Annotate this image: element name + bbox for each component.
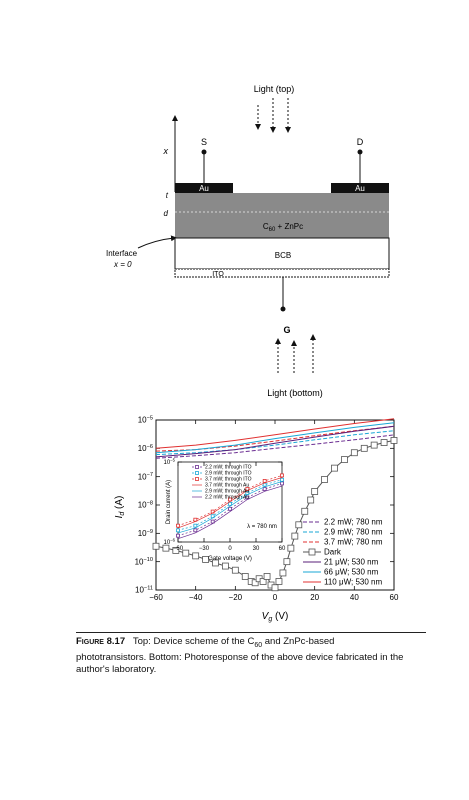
inset-legend-label: 3.7 mW; through ITO <box>205 476 252 483</box>
caption-rule <box>76 632 426 633</box>
main-y-tick-label: $10^{-6}$ <box>137 443 153 453</box>
main-point <box>391 437 397 443</box>
main-point <box>371 442 377 448</box>
inset-point <box>177 524 180 527</box>
caption-text-1: Top: Device scheme of the C <box>132 636 255 647</box>
inset-point <box>229 507 232 510</box>
inset-point <box>263 487 266 490</box>
main-legend-label: 2.9 mW; 780 nm <box>324 527 383 537</box>
main-x-tick-label: −60 <box>149 593 163 602</box>
main-point <box>276 578 282 584</box>
inset-x-tick-label: 30 <box>252 546 260 552</box>
main-point <box>361 445 367 451</box>
main-legend-label: Dark <box>324 547 341 557</box>
light-top-arrows <box>258 98 288 130</box>
main-point <box>284 559 290 565</box>
main-y-tick-label: $10^{-10}$ <box>134 557 153 567</box>
inset-legend-marker <box>196 472 199 475</box>
inset-point <box>194 529 197 532</box>
main-y-axis-label: $I_d$ (A) <box>114 495 126 519</box>
main-point <box>153 543 159 549</box>
inset-x-tick-labels <box>173 546 286 552</box>
light-bottom-arrows <box>278 337 313 373</box>
inset-x-tick-label: 60 <box>278 546 286 552</box>
substrate-layer <box>175 269 389 277</box>
caption-text-2: and ZnPc-based phototransistors. Bottom: Photoresponse of the above device fabricated in the author's laboratory. <box>76 636 404 675</box>
inset-legend-label: 2.2 mW; through ITO <box>205 464 252 471</box>
inset-legend-label: 3.7 mW; through Au <box>205 482 250 489</box>
inset-legend-marker <box>196 478 199 481</box>
main-point <box>308 497 314 503</box>
inset-point <box>263 479 266 482</box>
device-scheme <box>106 84 389 398</box>
inset-point <box>194 524 197 527</box>
light-top-label: Light (top) <box>253 84 295 94</box>
main-point <box>272 585 278 591</box>
drain-contact <box>358 150 363 155</box>
main-legend-marker <box>309 549 315 555</box>
main-x-tick-labels <box>149 593 399 602</box>
main-x-axis-label: $V_g$ (V) <box>261 611 289 623</box>
inset-point <box>263 483 266 486</box>
caption-sub: 60 <box>254 641 263 649</box>
main-point <box>264 573 270 579</box>
inset-point <box>281 474 284 477</box>
main-x-tick-label: 60 <box>389 593 399 602</box>
inset-chart <box>164 458 286 562</box>
inset-legend-marker <box>196 466 199 469</box>
main-point <box>302 508 308 514</box>
main-series-5 <box>156 423 394 453</box>
main-point <box>381 440 387 446</box>
inset-x-tick-label: 0 <box>228 546 232 552</box>
inset-point <box>281 478 284 481</box>
main-y-tick-label: $10^{-5}$ <box>137 415 153 425</box>
main-y-tick-label: $10^{-7}$ <box>137 472 153 482</box>
caption-label: Figure 8.17 <box>76 636 126 647</box>
figure-caption <box>76 636 406 676</box>
main-y-tick-labels <box>135 415 153 594</box>
main-point <box>288 545 294 551</box>
interface-label: Interface <box>106 249 138 258</box>
main-point <box>292 533 298 539</box>
main-point <box>183 550 189 556</box>
inset-legend-label: 2.9 mW; through ITO <box>205 470 252 477</box>
inset-y-tick-label: $10^{-5}$ <box>163 457 175 466</box>
inset-y-axis-label: Drain current (A) <box>166 479 172 525</box>
electrode-left-label: Au <box>199 184 209 193</box>
inset-point <box>281 482 284 485</box>
substrate-label: ITO <box>212 271 224 278</box>
gate-contact <box>281 307 286 312</box>
interface-x0-label: x = 0 <box>114 260 132 269</box>
inset-legend-label: 2.2 mW; through Au <box>205 494 250 501</box>
main-legend <box>303 518 383 587</box>
dielectric-label: BCB <box>274 251 292 260</box>
main-y-tick-label: $10^{-9}$ <box>137 528 153 538</box>
main-series-4 <box>156 426 394 457</box>
main-point <box>280 570 286 576</box>
main-legend-label: 21 μW; 530 nm <box>324 557 379 567</box>
inset-x-axis-label: Gate voltage (V) <box>208 556 252 562</box>
source-contact <box>202 150 207 155</box>
main-x-tick-label: 40 <box>349 593 359 602</box>
main-point <box>163 545 169 551</box>
x-axis-label: x <box>163 146 168 156</box>
main-point <box>351 450 357 456</box>
active-layer <box>175 193 389 238</box>
inset-point <box>177 529 180 532</box>
main-x-tick-label: 20 <box>310 593 320 602</box>
main-y-tick-label: $10^{-11}$ <box>135 585 153 595</box>
main-point <box>322 476 328 482</box>
electrode-right-label: Au <box>355 184 365 193</box>
main-legend-label: 110 μW; 530 nm <box>324 577 383 587</box>
inset-y-tick-label: $10^{-6}$ <box>163 537 175 546</box>
main-x-tick-label: −20 <box>228 593 243 602</box>
main-x-tick-label: −40 <box>188 593 203 602</box>
source-label: S <box>200 137 208 147</box>
light-bottom-label: Light (bottom) <box>267 388 323 398</box>
interface-arrow <box>138 238 174 248</box>
inset-annotation: λ = 780 nm <box>247 524 277 530</box>
main-point <box>312 488 318 494</box>
main-legend-label: 3.7 mW; 780 nm <box>324 537 383 547</box>
main-point <box>193 553 199 559</box>
main-y-tick-label: $10^{-8}$ <box>137 500 153 510</box>
label-d: d <box>163 209 168 218</box>
label-t: t <box>165 191 168 200</box>
drain-label: D <box>356 137 364 147</box>
main-x-tick-label: 0 <box>272 593 278 602</box>
inset-x-tick-label: −60 <box>172 546 184 552</box>
main-point <box>242 573 248 579</box>
main-point <box>332 465 338 471</box>
inset-point <box>229 502 232 505</box>
main-point <box>232 567 238 573</box>
main-point <box>341 457 347 463</box>
main-point <box>296 522 302 528</box>
inset-legend-label: 2.9 mW; through Au <box>205 488 250 495</box>
inset-point <box>177 534 180 537</box>
gate-label: G <box>283 325 291 335</box>
active-layer-label: $C_{60}$ + ZnPc <box>262 222 304 233</box>
main-legend-label: 2.2 mW; 780 nm <box>324 517 383 527</box>
inset-x-tick-label: −30 <box>198 546 210 552</box>
main-legend-label: 66 μW; 530 nm <box>324 567 379 577</box>
main-point <box>222 563 228 569</box>
